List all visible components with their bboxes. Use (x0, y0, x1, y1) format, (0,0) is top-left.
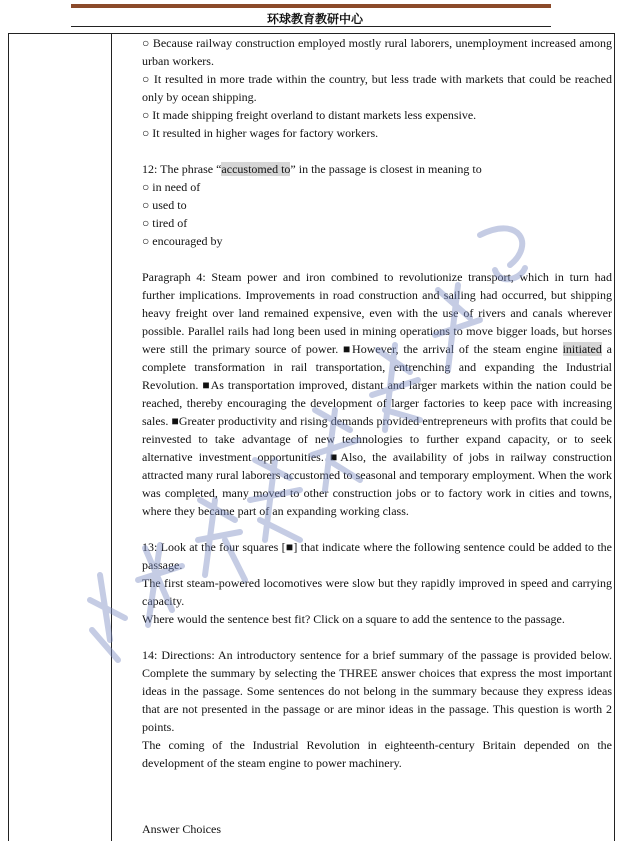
answer-choices-label: Answer Choices (142, 822, 221, 836)
q12-option-4[interactable]: ○ encouraged by (142, 234, 223, 248)
radio-icon[interactable]: ○ (142, 180, 150, 194)
q13-instruction: Where would the sentence best fit? Click on a square to add the sentence to the passage. (142, 612, 565, 626)
q11-option-3[interactable]: ○ It made shipping freight overland to distant markets less expensive. (142, 108, 477, 122)
q12-prompt: 12: The phrase “accustomed to” in the passage is closest in meaning to (142, 162, 482, 176)
radio-icon[interactable]: ○ (142, 126, 150, 140)
q11-option-1[interactable]: ○ Because railway construction employed mostly rural laborers, unemployment increased among urban workers. (142, 36, 613, 68)
question-content (142, 34, 612, 772)
highlighted-term: accustomed to (221, 162, 291, 176)
radio-icon[interactable]: ○ (142, 198, 150, 212)
paragraph-4: Paragraph 4: Steam power and iron combined to revolutionize transport, which in turn had further implications. Improvements in road construction and sailing had occurred, but shipping heavy freight over land remained expensive, even with the use of rivers and canals wherever possible. Parallel rails had long been used in mining operations to move bigger loads, but horses were still the primary source of power. ■However, the arrival of the steam engine initiated a complete transformation in rail transportation, entrenching and expanding the Industrial Revolution. ■As transportation improved, distant and larger markets within the nation could be reached, thereby encouraging the development of larger factories to keep pace with increasing sales. ■Greater productivity and rising demands provided entrepreneurs with profits that could be reinvested to take advantage of new technologies to further expand capacity, or to seek alternative investment opportunities. ■Also, the availability of jobs in railway construction attracted many rural laborers accustomed to seasonal and temporary employment. When the work was completed, many moved to other construction jobs or to factory work in cities and towns, where they became part of an expanding working class. (142, 270, 612, 518)
q12-option-3[interactable]: ○ tired of (142, 216, 188, 230)
q11-option-2[interactable]: ○ It resulted in more trade within the country, but less trade with markets that could be reached only by ocean shipping. (142, 72, 612, 104)
radio-icon[interactable]: ○ (142, 216, 150, 230)
q12-option-1[interactable]: ○ in need of (142, 180, 201, 194)
highlighted-word: initiated (562, 342, 602, 356)
q13-insert-sentence: The first steam-powered locomotives were slow but they rapidly improved in speed and carrying capacity. (142, 576, 612, 608)
radio-icon[interactable]: ○ (142, 72, 151, 86)
radio-icon[interactable]: ○ (142, 234, 150, 248)
column-divider (111, 33, 112, 841)
radio-icon[interactable]: ○ (142, 108, 150, 122)
q13-prompt: 13: Look at the four squares [■] that indicate where the following sentence could be added to the passage. (142, 540, 612, 572)
header-underline (71, 26, 551, 27)
q14-intro-sentence: The coming of the Industrial Revolution in eighteenth-century Britain depended on the development of the steam engine to power machinery. (142, 738, 612, 770)
q11-options (142, 34, 612, 142)
header-rule (71, 4, 551, 8)
radio-icon[interactable]: ○ (142, 36, 150, 50)
page-header-title: 环球教育教研中心 (266, 12, 363, 26)
q11-option-4[interactable]: ○ It resulted in higher wages for factory workers. (142, 126, 379, 140)
q14-directions: 14: Directions: An introductory sentence for a brief summary of the passage is provided below. Complete the summary by selecting the THREE answer choices that express the most important ideas in the passage. Some sentences do not belong in the summary because they express ideas that are not presented in the passage or are minor ideas in the passage. This question is worth 2 points. (142, 648, 612, 734)
q12-option-2[interactable]: ○ used to (142, 198, 187, 212)
